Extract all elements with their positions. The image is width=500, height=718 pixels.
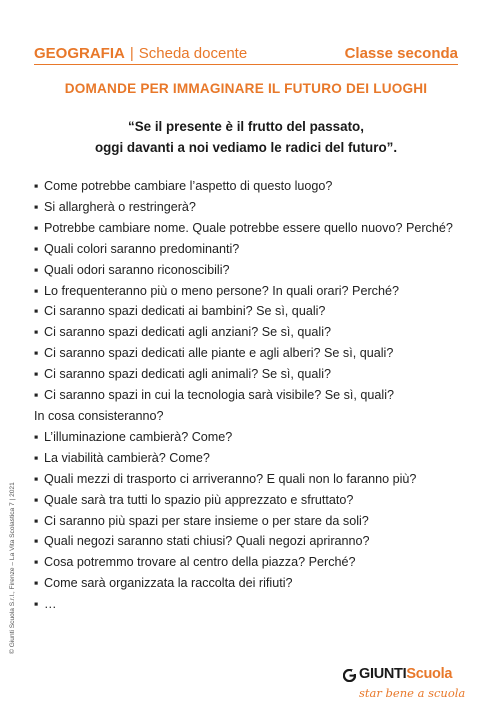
question-text: Quali negozi saranno stati chiusi? Quali negozi apriranno? (44, 534, 370, 549)
list-item (34, 594, 474, 615)
quote (34, 116, 458, 158)
sheet-kind: Scheda docente (138, 45, 248, 62)
list-item (34, 301, 474, 322)
question-text: Come sarà organizzata la raccolta dei rifiuti? (44, 576, 293, 591)
question-text: Come potrebbe cambiare l’aspetto di questo luogo? (44, 179, 333, 193)
list-item (34, 281, 474, 302)
list-item (34, 448, 474, 469)
question-text: Si allargherà o restringerà? (44, 199, 196, 214)
publisher-logo (343, 664, 468, 704)
question-text: Ci saranno più spazi per stare insieme o per stare da soli? (44, 513, 369, 528)
list-item (34, 385, 474, 406)
list-item (34, 573, 474, 594)
header-divider (34, 64, 458, 65)
list-item (34, 511, 474, 532)
logo-brand-accent: Scuola (406, 666, 453, 682)
question-text: Ci saranno spazi dedicati agli animali? Se sì, quali? (44, 367, 332, 382)
list-item (34, 364, 474, 385)
question-text: Ci saranno spazi dedicati alle piante e agli alberi? Se sì, quali? (44, 346, 394, 361)
question-text: Lo frequenteranno più o meno persone? In quali orari? Perché? (44, 283, 399, 298)
list-item (34, 406, 474, 427)
bullet-marker: ▪ (34, 304, 39, 319)
bullet-marker: ▪ (34, 388, 39, 403)
list-item (34, 469, 474, 490)
bullet-marker: ▪ (34, 325, 39, 340)
question-text: Ci saranno spazi in cui la tecnologia sarà visibile? Se sì, quali? (44, 388, 395, 403)
question-text: … (44, 597, 57, 612)
logo-tagline: star bene a scuola (359, 686, 466, 700)
bullet-marker: ▪ (34, 346, 39, 361)
list-item (34, 427, 474, 448)
question-text: Quali colori saranno predominanti? (44, 241, 240, 256)
question-text: Quali mezzi di trasporto ci arriveranno? E quali non lo faranno più? (44, 471, 417, 486)
question-text: Quale sarà tra tutti lo spazio più apprezzato e sfruttato? (44, 492, 354, 507)
bullet-marker: ▪ (34, 179, 39, 193)
bullet-marker: ▪ (34, 367, 39, 382)
question-text: L’illuminazione cambierà? Come? (44, 429, 233, 444)
list-item (34, 218, 474, 239)
question-list (34, 176, 474, 615)
page-header (34, 38, 458, 62)
list-item (34, 343, 474, 364)
question-text: La viabilità cambierà? Come? (44, 450, 210, 465)
question-text: In cosa consisteranno? (34, 408, 164, 423)
quote-line-2: oggi davanti a noi vediamo le radici del futuro”. (94, 140, 398, 155)
bullet-marker: ▪ (34, 513, 39, 528)
subject-name: GEOGRAFIA (34, 45, 125, 62)
list-item (34, 197, 474, 218)
header-separator: | (129, 45, 134, 62)
bullet-marker: ▪ (34, 576, 39, 591)
bullet-marker: ▪ (34, 220, 39, 235)
bullet-marker: ▪ (34, 597, 39, 612)
class-label: Classe seconda (344, 45, 458, 62)
list-item (34, 260, 474, 281)
list-item (34, 552, 474, 573)
bullet-marker: ▪ (34, 471, 39, 486)
side-credit: © Giunti Scuola S.r.l., Firenze – La Vita Scolastica 7 | 2021 (9, 482, 16, 654)
bullet-marker: ▪ (34, 241, 39, 256)
bullet-marker: ▪ (34, 492, 39, 507)
question-text: Cosa potremmo trovare al centro della piazza? Perché? (44, 555, 356, 570)
question-text: Potrebbe cambiare nome. Quale potrebbe essere quello nuovo? Perché? (44, 220, 453, 235)
subject-label (34, 45, 247, 62)
list-item (34, 490, 474, 511)
logo-brand (359, 666, 452, 682)
list-item (34, 239, 474, 260)
logo-brand-main: GIUNTI (359, 666, 407, 682)
list-item (34, 531, 474, 552)
bullet-marker: ▪ (34, 534, 39, 549)
list-item (34, 176, 474, 197)
list-item (34, 322, 474, 343)
giunti-g-icon (343, 669, 356, 682)
bullet-marker: ▪ (34, 555, 39, 570)
question-text: Ci saranno spazi dedicati agli anziani? Se sì, quali? (44, 325, 332, 340)
bullet-marker: ▪ (34, 429, 39, 444)
bullet-marker: ▪ (34, 283, 39, 298)
quote-line-1: “Se il presente è il frutto del passato, (128, 119, 364, 134)
page-title: DOMANDE PER IMMAGINARE IL FUTURO DEI LUOGHI (64, 81, 428, 96)
bullet-marker: ▪ (34, 199, 39, 214)
question-text: Ci saranno spazi dedicati ai bambini? Se sì, quali? (44, 304, 326, 319)
bullet-marker: ▪ (34, 262, 39, 277)
question-text: Quali odori saranno riconoscibili? (44, 262, 230, 277)
bullet-marker: ▪ (34, 450, 39, 465)
